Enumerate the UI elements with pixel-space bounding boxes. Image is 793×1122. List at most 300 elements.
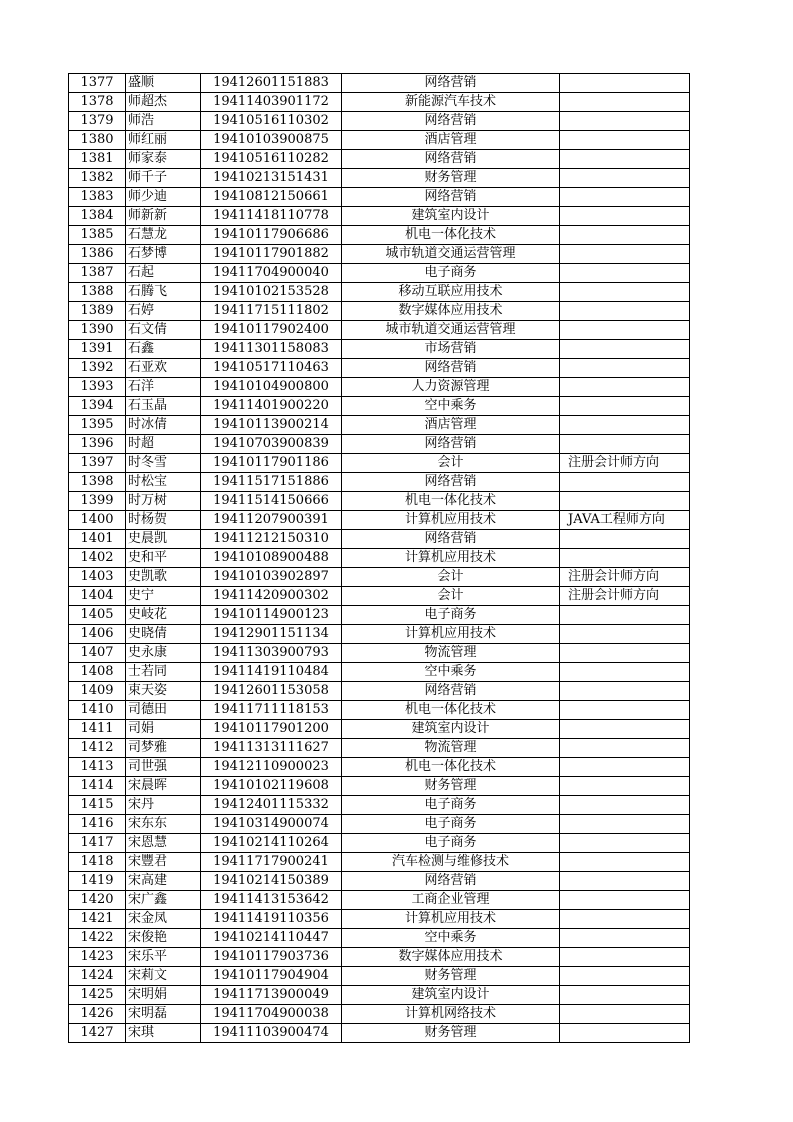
row-number-cell: 1397 [69, 454, 126, 473]
student-name-cell: 史晨凯 [126, 530, 201, 549]
major-cell: 会计 [342, 587, 560, 606]
table-row [69, 910, 690, 929]
major-cell: 网络营销 [342, 435, 560, 454]
student-id-cell: 19411313111627 [201, 739, 342, 758]
student-id-cell: 19410812150661 [201, 188, 342, 207]
student-name-cell: 史晓倩 [126, 625, 201, 644]
student-name-cell: 宋莉文 [126, 967, 201, 986]
major-cell: 电子商务 [342, 834, 560, 853]
major-cell: 机电一体化技术 [342, 701, 560, 720]
direction-note-cell: 注册会计师方向 [560, 587, 690, 606]
student-id-cell: 19411212150310 [201, 530, 342, 549]
student-id-cell: 19410117901186 [201, 454, 342, 473]
table-row [69, 1024, 690, 1043]
table-body [69, 74, 690, 1043]
student-name-cell: 石鑫 [126, 340, 201, 359]
major-cell: 计算机应用技术 [342, 511, 560, 530]
row-number-cell: 1421 [69, 910, 126, 929]
student-name-cell: 史和平 [126, 549, 201, 568]
row-number-cell: 1407 [69, 644, 126, 663]
student-name-cell: 时超 [126, 435, 201, 454]
table-row [69, 682, 690, 701]
row-number-cell: 1388 [69, 283, 126, 302]
row-number-cell: 1391 [69, 340, 126, 359]
table-row [69, 454, 690, 473]
direction-note-cell [560, 853, 690, 872]
direction-note-cell [560, 682, 690, 701]
major-cell: 工商企业管理 [342, 891, 560, 910]
table-row [69, 929, 690, 948]
major-cell: 网络营销 [342, 74, 560, 93]
table-row [69, 245, 690, 264]
direction-note-cell [560, 549, 690, 568]
student-name-cell: 宋明磊 [126, 1005, 201, 1024]
student-id-cell: 19411419110356 [201, 910, 342, 929]
student-id-cell: 19411401900220 [201, 397, 342, 416]
direction-note-cell [560, 1024, 690, 1043]
table-row [69, 549, 690, 568]
row-number-cell: 1409 [69, 682, 126, 701]
table-row [69, 587, 690, 606]
row-number-cell: 1392 [69, 359, 126, 378]
student-name-cell: 士若同 [126, 663, 201, 682]
major-cell: 建筑室内设计 [342, 986, 560, 1005]
student-name-cell: 盛顺 [126, 74, 201, 93]
major-cell: 网络营销 [342, 872, 560, 891]
student-id-cell: 19411103900474 [201, 1024, 342, 1043]
student-name-cell: 师千子 [126, 169, 201, 188]
row-number-cell: 1413 [69, 758, 126, 777]
direction-note-cell [560, 150, 690, 169]
student-name-cell: 宋广鑫 [126, 891, 201, 910]
student-name-cell: 束天姿 [126, 682, 201, 701]
row-number-cell: 1380 [69, 131, 126, 150]
direction-note-cell [560, 739, 690, 758]
direction-note-cell [560, 93, 690, 112]
table-row [69, 112, 690, 131]
table-row [69, 511, 690, 530]
student-id-cell: 19412110900023 [201, 758, 342, 777]
row-number-cell: 1393 [69, 378, 126, 397]
row-number-cell: 1390 [69, 321, 126, 340]
table-row [69, 302, 690, 321]
student-name-cell: 石起 [126, 264, 201, 283]
major-cell: 酒店管理 [342, 131, 560, 150]
student-name-cell: 石梦博 [126, 245, 201, 264]
student-id-cell: 19410113900214 [201, 416, 342, 435]
student-name-cell: 石洋 [126, 378, 201, 397]
major-cell: 空中乘务 [342, 663, 560, 682]
student-name-cell: 司娟 [126, 720, 201, 739]
table-row [69, 207, 690, 226]
table-row [69, 1005, 690, 1024]
row-number-cell: 1379 [69, 112, 126, 131]
student-id-cell: 19410314900074 [201, 815, 342, 834]
row-number-cell: 1398 [69, 473, 126, 492]
major-cell: 会计 [342, 568, 560, 587]
row-number-cell: 1387 [69, 264, 126, 283]
row-number-cell: 1416 [69, 815, 126, 834]
direction-note-cell [560, 777, 690, 796]
table-row [69, 891, 690, 910]
student-id-cell: 19410214110447 [201, 929, 342, 948]
student-name-cell: 司梦雅 [126, 739, 201, 758]
student-name-cell: 石玉晶 [126, 397, 201, 416]
table-row [69, 739, 690, 758]
row-number-cell: 1418 [69, 853, 126, 872]
row-number-cell: 1426 [69, 1005, 126, 1024]
row-number-cell: 1406 [69, 625, 126, 644]
student-name-cell: 师家泰 [126, 150, 201, 169]
table-row [69, 359, 690, 378]
student-id-cell: 19410213151431 [201, 169, 342, 188]
student-name-cell: 师红丽 [126, 131, 201, 150]
table-row [69, 758, 690, 777]
major-cell: 机电一体化技术 [342, 226, 560, 245]
student-id-cell: 19410108900488 [201, 549, 342, 568]
student-id-cell: 19411704900040 [201, 264, 342, 283]
student-id-cell: 19411713900049 [201, 986, 342, 1005]
table-row [69, 74, 690, 93]
student-name-cell: 司世强 [126, 758, 201, 777]
student-id-cell: 19410102119608 [201, 777, 342, 796]
row-number-cell: 1412 [69, 739, 126, 758]
table-row [69, 264, 690, 283]
direction-note-cell [560, 131, 690, 150]
table-row [69, 150, 690, 169]
direction-note-cell [560, 416, 690, 435]
row-number-cell: 1404 [69, 587, 126, 606]
direction-note-cell [560, 910, 690, 929]
direction-note-cell [560, 473, 690, 492]
major-cell: 网络营销 [342, 530, 560, 549]
student-id-cell: 19410516110302 [201, 112, 342, 131]
major-cell: 城市轨道交通运营管理 [342, 245, 560, 264]
major-cell: 空中乘务 [342, 397, 560, 416]
direction-note-cell [560, 986, 690, 1005]
student-name-cell: 时杨贺 [126, 511, 201, 530]
direction-note-cell [560, 226, 690, 245]
major-cell: 物流管理 [342, 644, 560, 663]
student-name-cell: 石腾飞 [126, 283, 201, 302]
row-number-cell: 1422 [69, 929, 126, 948]
student-name-cell: 史永康 [126, 644, 201, 663]
row-number-cell: 1419 [69, 872, 126, 891]
student-name-cell: 宋俊艳 [126, 929, 201, 948]
row-number-cell: 1384 [69, 207, 126, 226]
row-number-cell: 1420 [69, 891, 126, 910]
major-cell: 会计 [342, 454, 560, 473]
student-id-cell: 19410103902897 [201, 568, 342, 587]
student-name-cell: 师超杰 [126, 93, 201, 112]
major-cell: 财务管理 [342, 169, 560, 188]
direction-note-cell [560, 207, 690, 226]
major-cell: 电子商务 [342, 264, 560, 283]
student-id-cell: 19410104900800 [201, 378, 342, 397]
direction-note-cell [560, 967, 690, 986]
student-id-cell: 19411514150666 [201, 492, 342, 511]
major-cell: 城市轨道交通运营管理 [342, 321, 560, 340]
table-row [69, 625, 690, 644]
row-number-cell: 1415 [69, 796, 126, 815]
table-row [69, 226, 690, 245]
row-number-cell: 1382 [69, 169, 126, 188]
row-number-cell: 1394 [69, 397, 126, 416]
table-row [69, 986, 690, 1005]
table-row [69, 568, 690, 587]
table-row [69, 872, 690, 891]
table-row [69, 378, 690, 397]
student-id-cell: 19411715111802 [201, 302, 342, 321]
major-cell: 机电一体化技术 [342, 492, 560, 511]
direction-note-cell [560, 435, 690, 454]
major-cell: 建筑室内设计 [342, 720, 560, 739]
direction-note-cell [560, 112, 690, 131]
student-id-cell: 19411711118153 [201, 701, 342, 720]
student-name-cell: 史宁 [126, 587, 201, 606]
student-name-cell: 石文倩 [126, 321, 201, 340]
direction-note-cell [560, 378, 690, 397]
table-row [69, 93, 690, 112]
direction-note-cell [560, 834, 690, 853]
student-id-cell: 19410117901882 [201, 245, 342, 264]
student-name-cell: 宋丹 [126, 796, 201, 815]
major-cell: 计算机应用技术 [342, 910, 560, 929]
student-name-cell: 宋琪 [126, 1024, 201, 1043]
major-cell: 机电一体化技术 [342, 758, 560, 777]
major-cell: 计算机网络技术 [342, 1005, 560, 1024]
major-cell: 新能源汽车技术 [342, 93, 560, 112]
direction-note-cell [560, 302, 690, 321]
row-number-cell: 1423 [69, 948, 126, 967]
student-id-cell: 19410117901200 [201, 720, 342, 739]
major-cell: 酒店管理 [342, 416, 560, 435]
student-id-cell: 19411704900038 [201, 1005, 342, 1024]
table-row [69, 777, 690, 796]
student-name-cell: 时万树 [126, 492, 201, 511]
row-number-cell: 1383 [69, 188, 126, 207]
table-row [69, 606, 690, 625]
student-id-cell: 19410103900875 [201, 131, 342, 150]
row-number-cell: 1410 [69, 701, 126, 720]
student-id-cell: 19410517110463 [201, 359, 342, 378]
student-id-cell: 19411207900391 [201, 511, 342, 530]
student-id-cell: 19410214110264 [201, 834, 342, 853]
direction-note-cell [560, 530, 690, 549]
major-cell: 计算机应用技术 [342, 625, 560, 644]
direction-note-cell [560, 891, 690, 910]
table-row [69, 701, 690, 720]
table-row [69, 796, 690, 815]
student-id-cell: 19410102153528 [201, 283, 342, 302]
student-id-cell: 19411420900302 [201, 587, 342, 606]
major-cell: 电子商务 [342, 815, 560, 834]
student-id-cell: 19411418110778 [201, 207, 342, 226]
major-cell: 计算机应用技术 [342, 549, 560, 568]
major-cell: 网络营销 [342, 112, 560, 131]
table-row [69, 340, 690, 359]
row-number-cell: 1427 [69, 1024, 126, 1043]
direction-note-cell [560, 606, 690, 625]
table-row [69, 321, 690, 340]
major-cell: 数字媒体应用技术 [342, 302, 560, 321]
major-cell: 数字媒体应用技术 [342, 948, 560, 967]
major-cell: 网络营销 [342, 188, 560, 207]
table-row [69, 644, 690, 663]
major-cell: 汽车检测与维修技术 [342, 853, 560, 872]
student-id-cell: 19412601151883 [201, 74, 342, 93]
table-row [69, 435, 690, 454]
table-row [69, 663, 690, 682]
student-name-cell: 石慧龙 [126, 226, 201, 245]
row-number-cell: 1389 [69, 302, 126, 321]
major-cell: 网络营销 [342, 150, 560, 169]
major-cell: 网络营销 [342, 682, 560, 701]
direction-note-cell [560, 758, 690, 777]
direction-note-cell [560, 929, 690, 948]
major-cell: 财务管理 [342, 967, 560, 986]
direction-note-cell [560, 720, 690, 739]
student-id-cell: 19411419110484 [201, 663, 342, 682]
row-number-cell: 1400 [69, 511, 126, 530]
row-number-cell: 1411 [69, 720, 126, 739]
direction-note-cell [560, 872, 690, 891]
student-name-cell: 石婷 [126, 302, 201, 321]
student-id-cell: 19410117902400 [201, 321, 342, 340]
row-number-cell: 1402 [69, 549, 126, 568]
direction-note-cell [560, 74, 690, 93]
row-number-cell: 1403 [69, 568, 126, 587]
student-id-cell: 19410703900839 [201, 435, 342, 454]
major-cell: 网络营销 [342, 359, 560, 378]
student-name-cell: 宋乐平 [126, 948, 201, 967]
student-name-cell: 时冬雪 [126, 454, 201, 473]
student-id-cell: 19412901151134 [201, 625, 342, 644]
table-row [69, 815, 690, 834]
table-row [69, 853, 690, 872]
major-cell: 电子商务 [342, 796, 560, 815]
row-number-cell: 1386 [69, 245, 126, 264]
major-cell: 网络营销 [342, 473, 560, 492]
student-name-cell: 司德田 [126, 701, 201, 720]
major-cell: 电子商务 [342, 606, 560, 625]
direction-note-cell [560, 188, 690, 207]
direction-note-cell [560, 169, 690, 188]
student-id-cell: 19412401115332 [201, 796, 342, 815]
table-row [69, 948, 690, 967]
student-name-cell: 师少迪 [126, 188, 201, 207]
table-row [69, 967, 690, 986]
direction-note-cell [560, 397, 690, 416]
student-name-cell: 师新新 [126, 207, 201, 226]
student-id-cell: 19410114900123 [201, 606, 342, 625]
row-number-cell: 1381 [69, 150, 126, 169]
row-number-cell: 1396 [69, 435, 126, 454]
major-cell: 财务管理 [342, 777, 560, 796]
student-id-cell: 19411717900241 [201, 853, 342, 872]
table-row [69, 530, 690, 549]
direction-note-cell [560, 1005, 690, 1024]
direction-note-cell [560, 245, 690, 264]
direction-note-cell [560, 701, 690, 720]
table-row [69, 188, 690, 207]
student-id-cell: 19411517151886 [201, 473, 342, 492]
major-cell: 财务管理 [342, 1024, 560, 1043]
row-number-cell: 1399 [69, 492, 126, 511]
row-number-cell: 1414 [69, 777, 126, 796]
row-number-cell: 1417 [69, 834, 126, 853]
row-number-cell: 1385 [69, 226, 126, 245]
student-id-cell: 19410516110282 [201, 150, 342, 169]
row-number-cell: 1378 [69, 93, 126, 112]
table-row [69, 473, 690, 492]
row-number-cell: 1377 [69, 74, 126, 93]
direction-note-cell [560, 796, 690, 815]
student-id-cell: 19410117906686 [201, 226, 342, 245]
direction-note-cell [560, 264, 690, 283]
direction-note-cell [560, 815, 690, 834]
major-cell: 物流管理 [342, 739, 560, 758]
student-id-cell: 19411413153642 [201, 891, 342, 910]
direction-note-cell [560, 644, 690, 663]
major-cell: 空中乘务 [342, 929, 560, 948]
row-number-cell: 1395 [69, 416, 126, 435]
student-id-cell: 19410214150389 [201, 872, 342, 891]
student-id-cell: 19410117904904 [201, 967, 342, 986]
table-row [69, 720, 690, 739]
student-name-cell: 石亚欢 [126, 359, 201, 378]
row-number-cell: 1424 [69, 967, 126, 986]
direction-note-cell [560, 359, 690, 378]
direction-note-cell [560, 321, 690, 340]
row-number-cell: 1401 [69, 530, 126, 549]
table-row [69, 131, 690, 150]
direction-note-cell [560, 625, 690, 644]
student-table [68, 73, 690, 1043]
student-name-cell: 史凯歌 [126, 568, 201, 587]
student-name-cell: 时松宝 [126, 473, 201, 492]
table-row [69, 416, 690, 435]
student-name-cell: 宋高建 [126, 872, 201, 891]
major-cell: 移动互联应用技术 [342, 283, 560, 302]
student-id-cell: 19411301158083 [201, 340, 342, 359]
student-name-cell: 宋东东 [126, 815, 201, 834]
direction-note-cell [560, 340, 690, 359]
student-id-cell: 19411303900793 [201, 644, 342, 663]
student-id-cell: 19411403901172 [201, 93, 342, 112]
major-cell: 人力资源管理 [342, 378, 560, 397]
student-name-cell: 宋晨晖 [126, 777, 201, 796]
direction-note-cell: 注册会计师方向 [560, 568, 690, 587]
table-row [69, 169, 690, 188]
student-name-cell: 宋金凤 [126, 910, 201, 929]
student-name-cell: 时冰倩 [126, 416, 201, 435]
table-row [69, 492, 690, 511]
major-cell: 建筑室内设计 [342, 207, 560, 226]
direction-note-cell: JAVA工程师方向 [560, 511, 690, 530]
table-row [69, 397, 690, 416]
direction-note-cell [560, 948, 690, 967]
major-cell: 市场营销 [342, 340, 560, 359]
row-number-cell: 1405 [69, 606, 126, 625]
direction-note-cell [560, 283, 690, 302]
table-row [69, 283, 690, 302]
row-number-cell: 1408 [69, 663, 126, 682]
row-number-cell: 1425 [69, 986, 126, 1005]
direction-note-cell [560, 492, 690, 511]
student-id-cell: 19412601153058 [201, 682, 342, 701]
student-id-cell: 19410117903736 [201, 948, 342, 967]
